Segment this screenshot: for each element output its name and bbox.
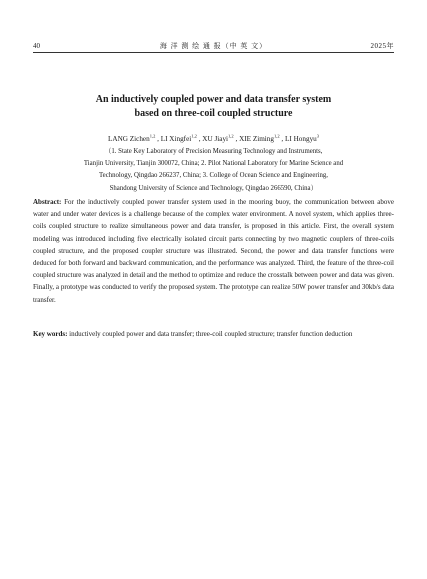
affiliation-line: Technology, Qingdao 266237, China; 3. College of Ocean Science and Engineering, [99,172,328,180]
author [161,135,201,143]
author-separator: , [196,135,201,143]
affiliation-line: （1. State Key Laboratory of Precision Measuring Technology and Instruments, [104,148,323,155]
author-name: LI Xingfei [160,135,192,143]
author [108,135,159,143]
affiliation-line: Shandong University of Science and Technology, Qingdao 266590, China） [109,184,318,192]
paper-title-line-1: An inductively coupled power and data transfer system [95,94,332,105]
abstract-label: Abstract: [33,198,62,206]
keywords [33,328,394,340]
author [239,135,283,143]
author-name: LI Hongyu [285,135,317,143]
journal-name: 海 洋 测 绘 通 报（中 英 文） [159,42,268,50]
abstract-text: For the inductively coupled power transfer system used in the mooring buoy, the communication between above water and under water devices is a challenge because of the complex water environment. A novel system, which applies three-coils coupled structure to realize simultaneous power and data transfer, is proposed in this article. First, the overall system modeling was introduced including five electrically isolated circuit parts connecting by two magnetic couplers of three-coils coupled structure, and the proposed coupler structure was illustrated. Second, the power and data transfer functions were deduced for both forward and backward communication, and the performance was analyzed. Third, the feature of the three-coil coupled structure was analyzed in detail and the method to optimize and reduce the crosstalk between power and data was given. Finally, a prototype was conducted to verify the proposed system. The prototype can realize 50W power transfer and 30kb/s data transfer. [33,198,394,304]
keywords-label: Key words: [33,330,68,338]
publication-year: 2025年 [370,42,394,50]
paper-title [40,93,387,121]
author-name: LANG Zichen [107,135,150,143]
author-name: XIE Ziming [239,135,274,143]
running-header [33,40,394,53]
author-affiliation-mark: 3 [316,133,320,139]
author [285,135,319,143]
affiliations [38,146,389,195]
author-separator: , [233,135,238,143]
abstract [33,196,394,306]
author-affiliation-mark: 1,2 [149,133,156,139]
affiliation-line: Tianjin University, Tianjin 300072, China; 2. Pilot National Laboratory for Marine Science and [83,160,344,168]
author-affiliation-mark: 1,2 [228,133,234,139]
author [202,135,237,143]
author-name: XU Jiayi [202,135,229,143]
page-number: 40 [33,42,40,50]
paper-title-line-2: based on three-coil coupled structure [134,108,293,119]
author-affiliation-mark: 1,2 [191,133,197,139]
author-separator: , [155,135,159,143]
keywords-text: inductively coupled power and data transfer; three-coil coupled structure; transfer function deduction [67,330,353,338]
author-list [40,134,387,144]
author-separator: , [279,135,284,143]
author-affiliation-mark: 1,2 [274,133,280,139]
